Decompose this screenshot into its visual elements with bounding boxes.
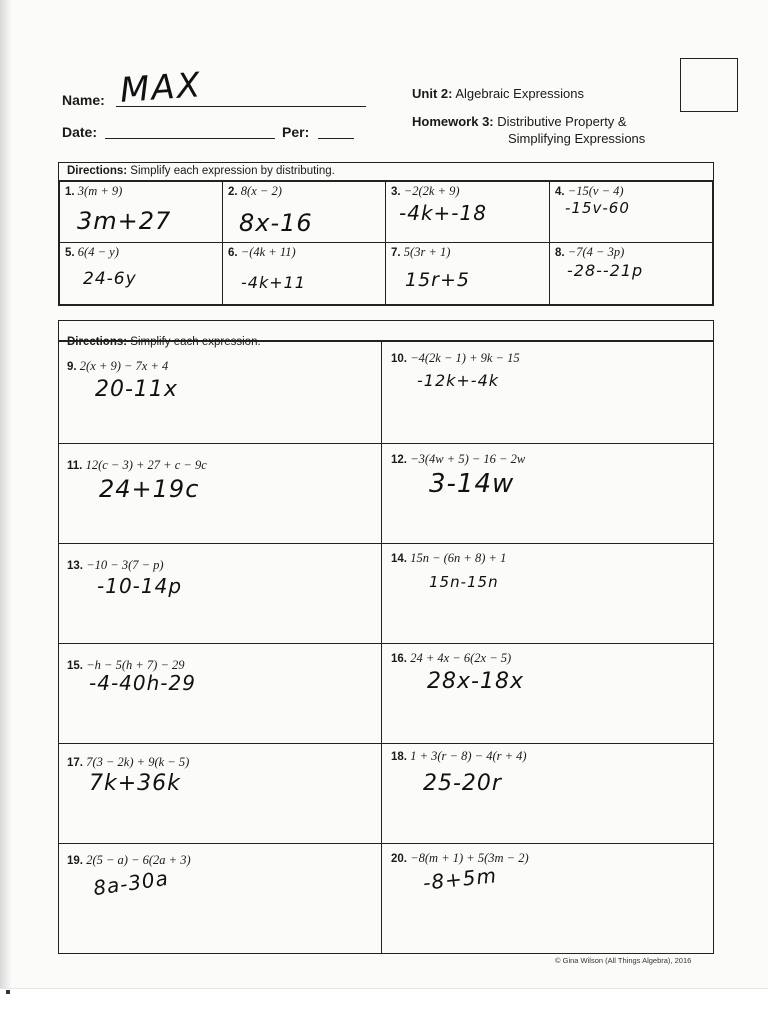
answer-12: 3-14w xyxy=(429,469,515,499)
directions-2: Directions: Simplify each expression. xyxy=(67,336,261,348)
answer-8: -28--21p xyxy=(567,261,644,280)
problem-2: 2. 8(x − 2) xyxy=(228,184,282,198)
problem-1: 1. 3(m + 9) xyxy=(65,184,123,198)
problem-19: 19. 2(5 − a) − 6(2a + 3) xyxy=(67,853,191,867)
copyright-footer: © Gina Wilson (All Things Algebra), 2016 xyxy=(555,956,692,965)
answer-2: 8x-16 xyxy=(239,209,313,237)
problem-7: 7. 5(3r + 1) xyxy=(391,245,451,259)
scan-mark xyxy=(6,990,10,994)
row-divider xyxy=(59,543,713,544)
answer-16: 28x-18x xyxy=(427,669,524,694)
problem-3: 3. −2(2k + 9) xyxy=(391,184,460,198)
simplify-table xyxy=(58,320,714,954)
row-divider xyxy=(59,443,713,444)
period-label: Per: xyxy=(282,124,310,140)
problem-14: 14. 15n − (6n + 8) + 1 xyxy=(391,551,507,565)
problem-5: 5. 6(4 − y) xyxy=(65,245,119,259)
answer-11: 24+19c xyxy=(99,475,200,503)
problem-15: 15. −h − 5(h + 7) − 29 xyxy=(67,658,185,672)
period-line[interactable] xyxy=(318,138,354,139)
row-divider xyxy=(59,643,713,644)
answer-5: 24-6y xyxy=(83,269,137,289)
date-label: Date: xyxy=(62,124,98,140)
unit-heading: Unit 2: Algebraic Expressions xyxy=(412,86,584,101)
answer-3: -4k+-18 xyxy=(399,201,487,225)
scan-shadow xyxy=(0,0,12,1024)
answer-1: 3m+27 xyxy=(77,207,172,235)
name-handwriting: MAX xyxy=(118,65,204,111)
directions-1: Directions: Simplify each expression by distributing. xyxy=(67,165,335,177)
distributing-table xyxy=(58,162,714,306)
answer-area[interactable] xyxy=(382,342,713,443)
answer-13: -10-14p xyxy=(97,574,183,598)
problem-13: 13. −10 − 3(7 − p) xyxy=(67,558,164,572)
scan-margin xyxy=(0,988,768,1025)
answer-7: 15r+5 xyxy=(405,269,470,291)
problem-9: 9. 2(x + 9) − 7x + 4 xyxy=(67,359,169,373)
problem-6: 6. −(4k + 11) xyxy=(228,245,296,259)
problem-10: 10. −4(2k − 1) + 9k − 15 xyxy=(391,351,520,365)
homework-heading: Homework 3: Distributive Property & xyxy=(412,114,627,129)
row-divider xyxy=(59,843,713,844)
name-label: Name: xyxy=(62,92,105,108)
answer-9: 20-11x xyxy=(95,377,178,402)
problem-18: 18. 1 + 3(r − 8) − 4(r + 4) xyxy=(391,749,527,763)
answer-4: -15v-60 xyxy=(565,199,630,217)
problem-8: 8. −7(4 − 3p) xyxy=(555,245,625,259)
answer-17: 7k+36k xyxy=(89,771,181,796)
answer-18: 25-20r xyxy=(423,771,502,796)
answer-6: -4k+11 xyxy=(241,273,306,292)
date-line[interactable] xyxy=(105,138,275,139)
problem-16: 16. 24 + 4x − 6(2x − 5) xyxy=(391,651,512,665)
problem-17: 17. 7(3 − 2k) + 9(k − 5) xyxy=(67,755,190,769)
score-box[interactable] xyxy=(680,58,738,112)
answer-19: 8a-30a xyxy=(91,865,171,901)
problem-4: 4. −15(v − 4) xyxy=(555,184,624,198)
answer-14: 15n-15n xyxy=(429,573,499,591)
answer-15: -4-40h-29 xyxy=(89,671,196,695)
problem-20: 20. −8(m + 1) + 5(3m − 2) xyxy=(391,851,529,865)
row-divider xyxy=(59,743,713,744)
answer-10: -12k+-4k xyxy=(417,371,500,390)
problem-12: 12. −3(4w + 5) − 16 − 2w xyxy=(391,452,526,466)
problem-11: 11. 12(c − 3) + 27 + c − 9c xyxy=(67,458,207,472)
homework-heading-line2: Simplifying Expressions xyxy=(508,131,646,146)
answer-20: -8+5m xyxy=(421,863,498,895)
